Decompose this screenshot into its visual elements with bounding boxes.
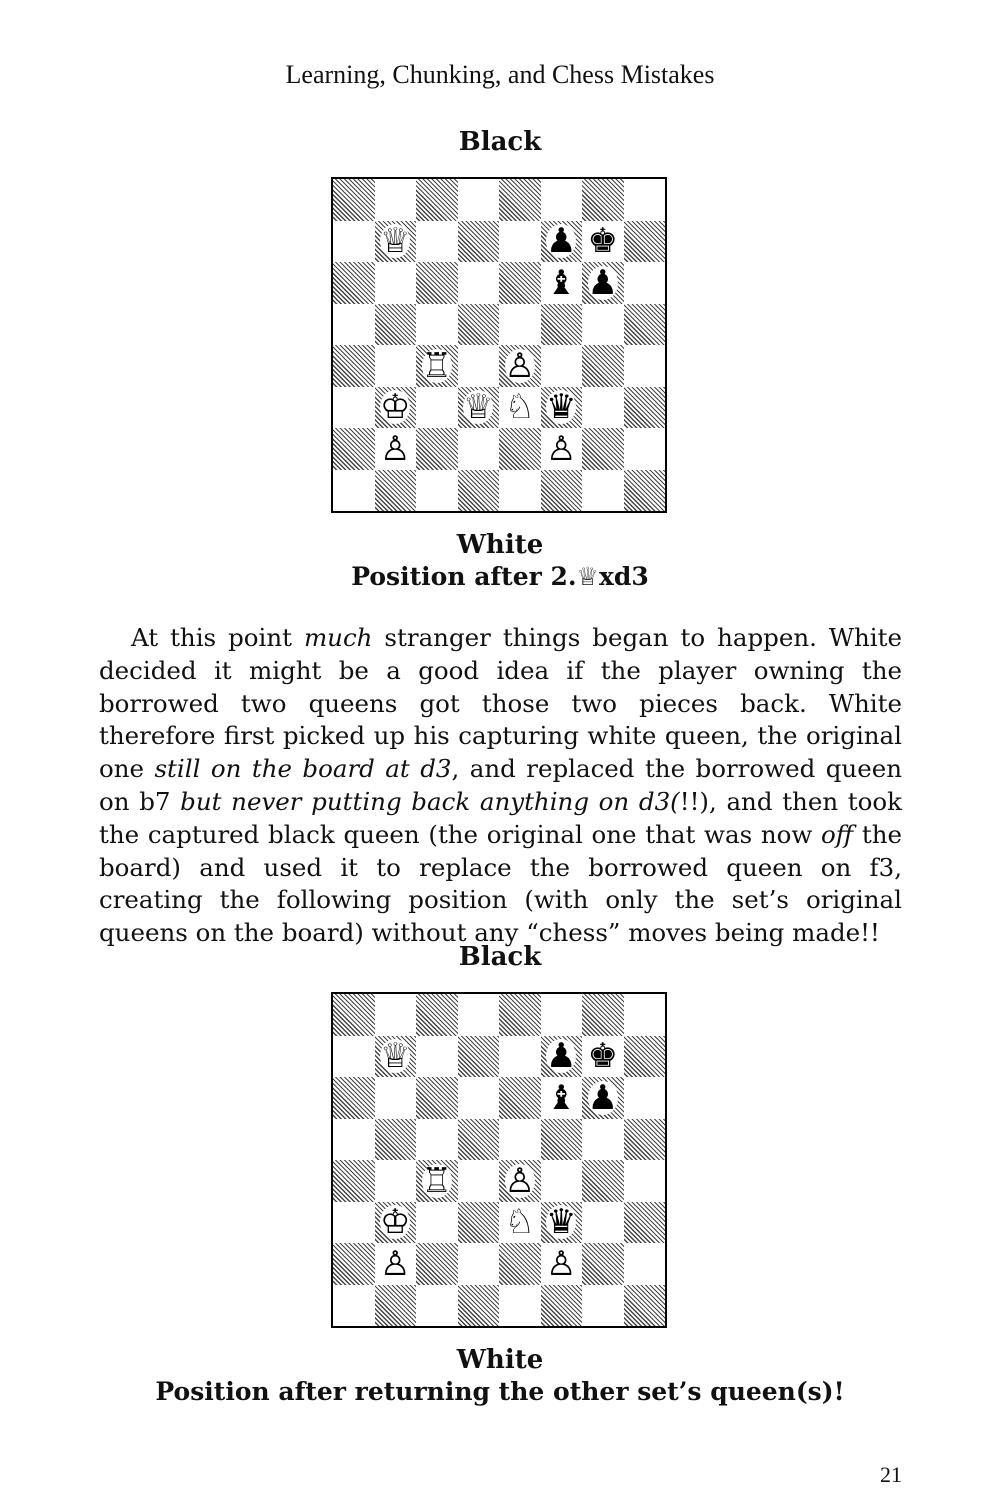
square-e5 — [499, 304, 541, 346]
square-c3 — [416, 1202, 458, 1244]
page-number: 21 — [880, 1462, 902, 1487]
square-e1 — [499, 1285, 541, 1327]
square-h3 — [624, 1202, 666, 1244]
square-c2 — [416, 1243, 458, 1285]
square-g3 — [582, 387, 624, 429]
white-rook-icon: ♖ — [421, 1160, 452, 1201]
running-head: Learning, Chunking, and Chess Mistakes — [285, 60, 715, 89]
square-e4 — [499, 1160, 541, 1202]
square-h4 — [624, 1160, 666, 1202]
square-e8 — [499, 994, 541, 1036]
square-e3 — [499, 387, 541, 429]
square-e2 — [499, 428, 541, 470]
square-f4 — [541, 1160, 583, 1202]
italic-run: still on the board at d3 — [154, 754, 452, 784]
square-f2 — [541, 428, 583, 470]
square-a7 — [333, 221, 375, 263]
diagram1-top-label: Black — [458, 127, 542, 157]
body-paragraph — [99, 622, 902, 950]
square-g1 — [582, 470, 624, 512]
square-f7 — [541, 1036, 583, 1078]
diagram1-caption-prefix: Position after 2. — [351, 562, 577, 591]
square-e2 — [499, 1243, 541, 1285]
italic-run: off — [821, 819, 854, 849]
diagram2-top-label: Black — [458, 942, 542, 972]
text-run: the board) and used it to replace the borrowed queen on f3, creating the following position (with only the set’s original queens on the board) without any “chess” moves being made!! — [99, 819, 902, 948]
square-a6 — [333, 262, 375, 304]
black-pawn-icon: ♟ — [587, 262, 618, 303]
square-d4 — [458, 345, 500, 387]
square-c7 — [416, 221, 458, 263]
square-g1 — [582, 1285, 624, 1327]
square-a6 — [333, 1077, 375, 1119]
square-d1 — [458, 1285, 500, 1327]
square-e6 — [499, 262, 541, 304]
square-f2 — [541, 1243, 583, 1285]
square-h7 — [624, 221, 666, 263]
square-h2 — [624, 1243, 666, 1285]
square-b1 — [375, 470, 417, 512]
square-h7 — [624, 1036, 666, 1078]
square-a5 — [333, 304, 375, 346]
square-a2 — [333, 1243, 375, 1285]
chess-diagram-2 — [331, 992, 667, 1328]
square-d7 — [458, 1036, 500, 1078]
square-h2 — [624, 428, 666, 470]
square-f8 — [541, 994, 583, 1036]
square-d4 — [458, 1160, 500, 1202]
square-a2 — [333, 428, 375, 470]
italic-run: but never putting back anything on d3( — [180, 786, 680, 816]
square-f3 — [541, 387, 583, 429]
square-f3 — [541, 1202, 583, 1244]
square-c1 — [416, 470, 458, 512]
square-a4 — [333, 345, 375, 387]
black-queen-icon: ♛ — [546, 1202, 577, 1243]
square-g6 — [582, 262, 624, 304]
white-queen-icon: ♕ — [463, 387, 494, 428]
square-e7 — [499, 221, 541, 263]
square-g3 — [582, 1202, 624, 1244]
square-e1 — [499, 470, 541, 512]
square-b3 — [375, 1202, 417, 1244]
square-f1 — [541, 470, 583, 512]
square-a7 — [333, 1036, 375, 1078]
square-b1 — [375, 1285, 417, 1327]
square-e6 — [499, 1077, 541, 1119]
square-f6 — [541, 262, 583, 304]
square-b8 — [375, 179, 417, 221]
square-a1 — [333, 1285, 375, 1327]
black-king-icon: ♚ — [587, 1036, 618, 1077]
square-d6 — [458, 1077, 500, 1119]
square-c2 — [416, 428, 458, 470]
square-g2 — [582, 428, 624, 470]
square-h5 — [624, 1119, 666, 1161]
square-b7 — [375, 1036, 417, 1078]
square-g2 — [582, 1243, 624, 1285]
square-g5 — [582, 304, 624, 346]
square-b2 — [375, 1243, 417, 1285]
square-e7 — [499, 1036, 541, 1078]
chess-diagram-1 — [331, 177, 667, 513]
square-e4 — [499, 345, 541, 387]
square-h5 — [624, 304, 666, 346]
square-f1 — [541, 1285, 583, 1327]
white-queen-icon: ♕ — [380, 1036, 411, 1077]
square-d2 — [458, 1243, 500, 1285]
square-d1 — [458, 470, 500, 512]
square-f5 — [541, 1119, 583, 1161]
square-b6 — [375, 262, 417, 304]
white-knight-icon: ♘ — [504, 1202, 535, 1243]
square-g6 — [582, 1077, 624, 1119]
white-pawn-icon: ♙ — [546, 1243, 577, 1284]
text-run: stranger things began to happen. White decided it might be a good idea if the player owning the borrowed two queens got those two pieces back. White therefore first picked up his capturing white queen, the original one — [99, 623, 902, 784]
square-f7 — [541, 221, 583, 263]
square-d5 — [458, 1119, 500, 1161]
square-c8 — [416, 179, 458, 221]
square-d3 — [458, 1202, 500, 1244]
square-d7 — [458, 221, 500, 263]
square-c4 — [416, 345, 458, 387]
square-a8 — [333, 994, 375, 1036]
square-e5 — [499, 1119, 541, 1161]
square-c6 — [416, 1077, 458, 1119]
black-bishop-icon: ♝ — [546, 1077, 577, 1118]
black-pawn-icon: ♟ — [587, 1077, 618, 1118]
square-d8 — [458, 179, 500, 221]
square-c3 — [416, 387, 458, 429]
text-run: At this point — [131, 623, 304, 652]
white-pawn-icon: ♙ — [380, 1243, 411, 1284]
square-a3 — [333, 1202, 375, 1244]
square-b5 — [375, 1119, 417, 1161]
black-king-icon: ♚ — [587, 221, 618, 262]
text-run: , and replaced the borrowed queen on b7 — [99, 754, 902, 816]
square-h6 — [624, 262, 666, 304]
square-b8 — [375, 994, 417, 1036]
square-g7 — [582, 221, 624, 263]
square-c4 — [416, 1160, 458, 1202]
white-rook-icon: ♖ — [421, 345, 452, 386]
square-f5 — [541, 304, 583, 346]
white-knight-icon: ♘ — [504, 387, 535, 428]
square-b4 — [375, 1160, 417, 1202]
square-b7 — [375, 221, 417, 263]
square-a3 — [333, 387, 375, 429]
white-queen-icon: ♕ — [380, 221, 411, 262]
square-c1 — [416, 1285, 458, 1327]
square-h1 — [624, 1285, 666, 1327]
white-queen-icon: ♕ — [576, 562, 599, 591]
square-b5 — [375, 304, 417, 346]
black-pawn-icon: ♟ — [546, 221, 577, 262]
square-g8 — [582, 994, 624, 1036]
square-h6 — [624, 1077, 666, 1119]
square-c5 — [416, 304, 458, 346]
white-pawn-icon: ♙ — [504, 345, 535, 386]
diagram1-caption — [0, 562, 1000, 591]
square-g8 — [582, 179, 624, 221]
black-queen-icon: ♛ — [546, 387, 577, 428]
white-pawn-icon: ♙ — [504, 1160, 535, 1201]
square-d5 — [458, 304, 500, 346]
square-a1 — [333, 470, 375, 512]
square-g7 — [582, 1036, 624, 1078]
square-h4 — [624, 345, 666, 387]
square-d8 — [458, 994, 500, 1036]
square-b4 — [375, 345, 417, 387]
white-king-icon: ♔ — [380, 1202, 411, 1243]
black-pawn-icon: ♟ — [546, 1036, 577, 1077]
white-pawn-icon: ♙ — [380, 428, 411, 469]
black-bishop-icon: ♝ — [546, 262, 577, 303]
square-c7 — [416, 1036, 458, 1078]
square-b6 — [375, 1077, 417, 1119]
body-text — [99, 622, 902, 950]
square-h8 — [624, 179, 666, 221]
square-d6 — [458, 262, 500, 304]
diagram1-caption-suffix: xd3 — [599, 562, 649, 591]
square-d2 — [458, 428, 500, 470]
square-g4 — [582, 345, 624, 387]
square-a4 — [333, 1160, 375, 1202]
text-run: !!), and then took the captured black queen (the original one that was now — [99, 786, 902, 849]
square-a8 — [333, 179, 375, 221]
square-e3 — [499, 1202, 541, 1244]
italic-run: much — [303, 623, 373, 652]
diagram2-bottom-label: White — [456, 1345, 544, 1375]
square-f4 — [541, 345, 583, 387]
square-f6 — [541, 1077, 583, 1119]
square-c5 — [416, 1119, 458, 1161]
square-c6 — [416, 262, 458, 304]
square-h8 — [624, 994, 666, 1036]
square-b3 — [375, 387, 417, 429]
square-a5 — [333, 1119, 375, 1161]
diagram2-caption: Position after returning the other set’s queen(s)! — [155, 1377, 845, 1406]
white-king-icon: ♔ — [380, 387, 411, 428]
white-pawn-icon: ♙ — [546, 428, 577, 469]
diagram1-bottom-label: White — [456, 530, 544, 560]
square-f8 — [541, 179, 583, 221]
square-e8 — [499, 179, 541, 221]
square-b2 — [375, 428, 417, 470]
square-g4 — [582, 1160, 624, 1202]
square-h3 — [624, 387, 666, 429]
square-d3 — [458, 387, 500, 429]
square-g5 — [582, 1119, 624, 1161]
square-c8 — [416, 994, 458, 1036]
square-h1 — [624, 470, 666, 512]
